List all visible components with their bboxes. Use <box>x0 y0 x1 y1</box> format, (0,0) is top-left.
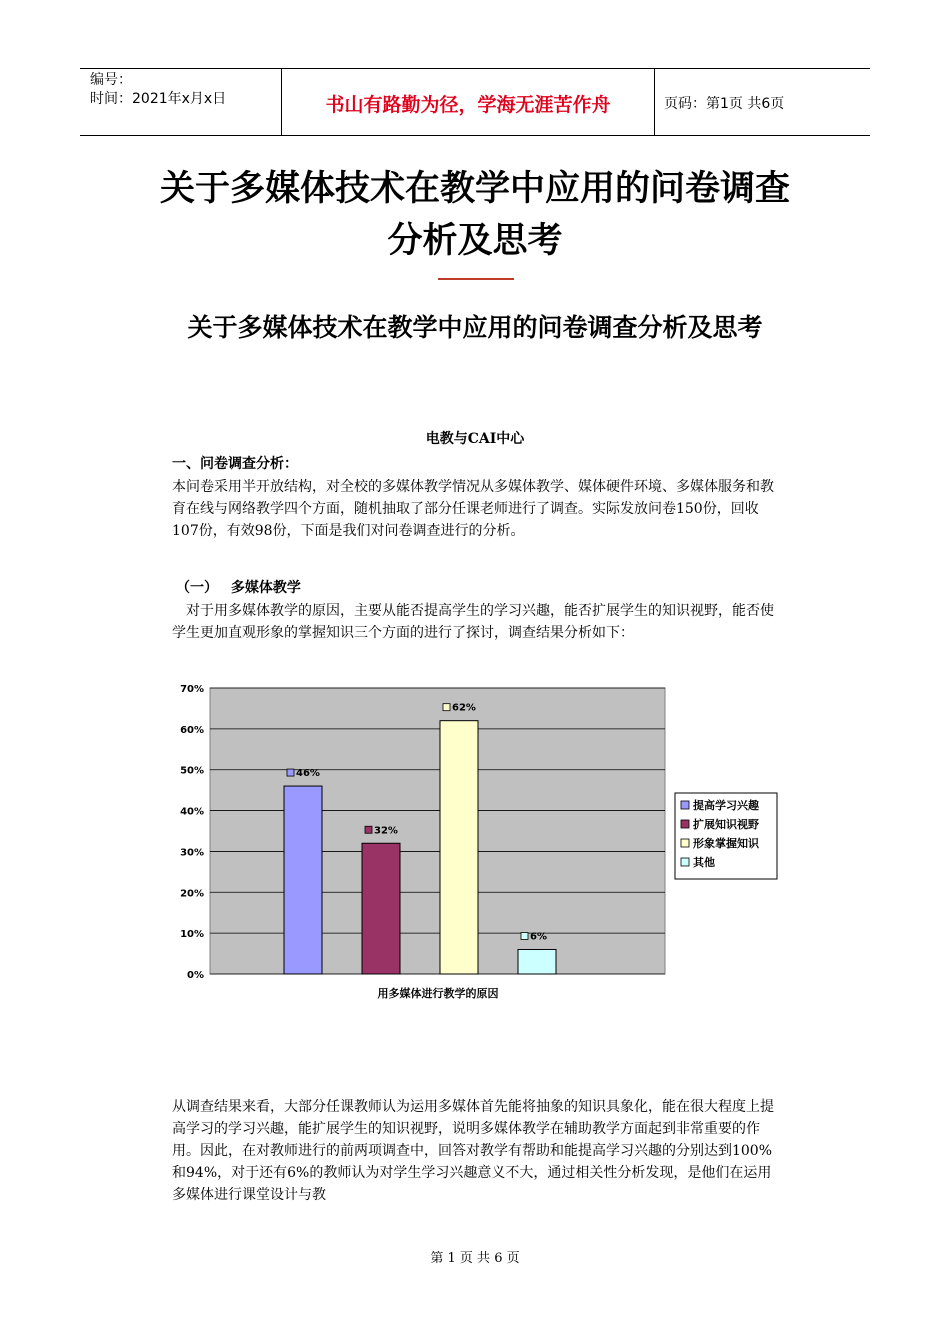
conclusion-paragraph: 从调查结果来看，大部分任课教师认为运用多媒体首先能将抽象的知识具象化，能在很大程度上提高学习的学习兴趣，能扩展学生的知识视野，说明多媒体教学在辅助教学方面起到非常重要的作用。因此，在对教师进行的前两项调查中，回答对教学有帮助和能提高学习兴趣的分别达到100%和94%，对于还有6%的教师认为对学生学习兴趣意义不大，通过相关性分析发现，是他们在运用多媒体进行课堂设计与教 <box>172 1099 774 1203</box>
legend-swatch <box>681 858 689 866</box>
data-label: 62% <box>452 702 476 714</box>
bar-1 <box>284 786 322 974</box>
legend-label: 提高学习兴趣 <box>693 799 759 812</box>
section-1-heading: 一、问卷调查分析： <box>172 456 298 472</box>
y-tick-label: 0% <box>187 970 204 981</box>
organization: 电教与CAI中心 <box>425 431 525 447</box>
plot-area <box>210 688 665 974</box>
y-tick-label: 10% <box>180 929 204 941</box>
title-divider <box>438 278 514 280</box>
article-title-text: 关于多媒体技术在教学中应用的问卷调查分析及思考 <box>187 313 763 342</box>
header-left-cell <box>90 71 226 109</box>
page-footer: 第 1 页 共 6 页 <box>430 1251 520 1266</box>
legend-label: 形象掌握知识 <box>693 837 759 850</box>
header-bottom-rule <box>80 135 870 136</box>
data-label-swatch <box>521 932 528 939</box>
document-title-text: 关于多媒体技术在教学中应用的问卷调查分析及思考 <box>159 169 790 261</box>
header-divider-2 <box>654 68 655 136</box>
data-label-swatch <box>365 826 372 833</box>
header-top-rule <box>80 68 870 69</box>
subsection-1-paragraph: 对于用多媒体教学的原因，主要从能否提高学生的学习兴趣，能否扩展学生的知识视野，能否使学生更加直观形象的掌握知识三个方面的进行了探讨，调查结果分析如下： <box>172 603 774 641</box>
y-tick-label: 50% <box>180 765 204 777</box>
data-label-swatch <box>443 704 450 711</box>
subsection-1-heading: （一） 多媒体教学 <box>176 580 301 596</box>
y-tick-label: 40% <box>180 806 204 818</box>
bar-chart <box>170 678 790 1008</box>
legend-label: 其他 <box>693 856 715 869</box>
legend-swatch <box>681 801 689 809</box>
article-title <box>0 305 950 351</box>
time-label: 时间：2021年x月x日 <box>90 91 227 107</box>
document-title <box>0 163 950 267</box>
data-label: 32% <box>374 825 398 837</box>
y-tick-label: 60% <box>180 724 204 736</box>
data-label: 6% <box>530 931 547 943</box>
y-axis-ticks <box>180 684 204 981</box>
legend-label: 扩展知识视野 <box>693 818 759 831</box>
x-axis-label: 用多媒体进行教学的原因 <box>377 987 499 1000</box>
y-tick-label: 30% <box>180 847 204 859</box>
bar-2 <box>362 843 400 974</box>
legend-swatch <box>681 820 689 828</box>
code-label: 编号： <box>90 72 132 88</box>
header-page-info: 页码：第1页 共6页 <box>664 96 785 112</box>
bar-3 <box>440 721 478 974</box>
legend-swatch <box>681 839 689 847</box>
y-tick-label: 70% <box>180 684 204 695</box>
data-label: 46% <box>296 768 320 780</box>
data-label-swatch <box>287 769 294 776</box>
header-motto: 书山有路勤为径，学海无涯苦作舟 <box>325 94 611 116</box>
y-tick-label: 20% <box>180 888 204 900</box>
legend <box>675 793 777 879</box>
section-1-paragraph: 本问卷采用半开放结构，对全校的多媒体教学情况从多媒体教学、媒体硬件环境、多媒体服务和教育在线与网络教学四个方面，随机抽取了部分任课老师进行了调查。实际发放问卷150份，回收107份，有效98份，下面是我们对问卷调查进行的分析。 <box>172 479 774 539</box>
bar-4 <box>518 949 556 974</box>
